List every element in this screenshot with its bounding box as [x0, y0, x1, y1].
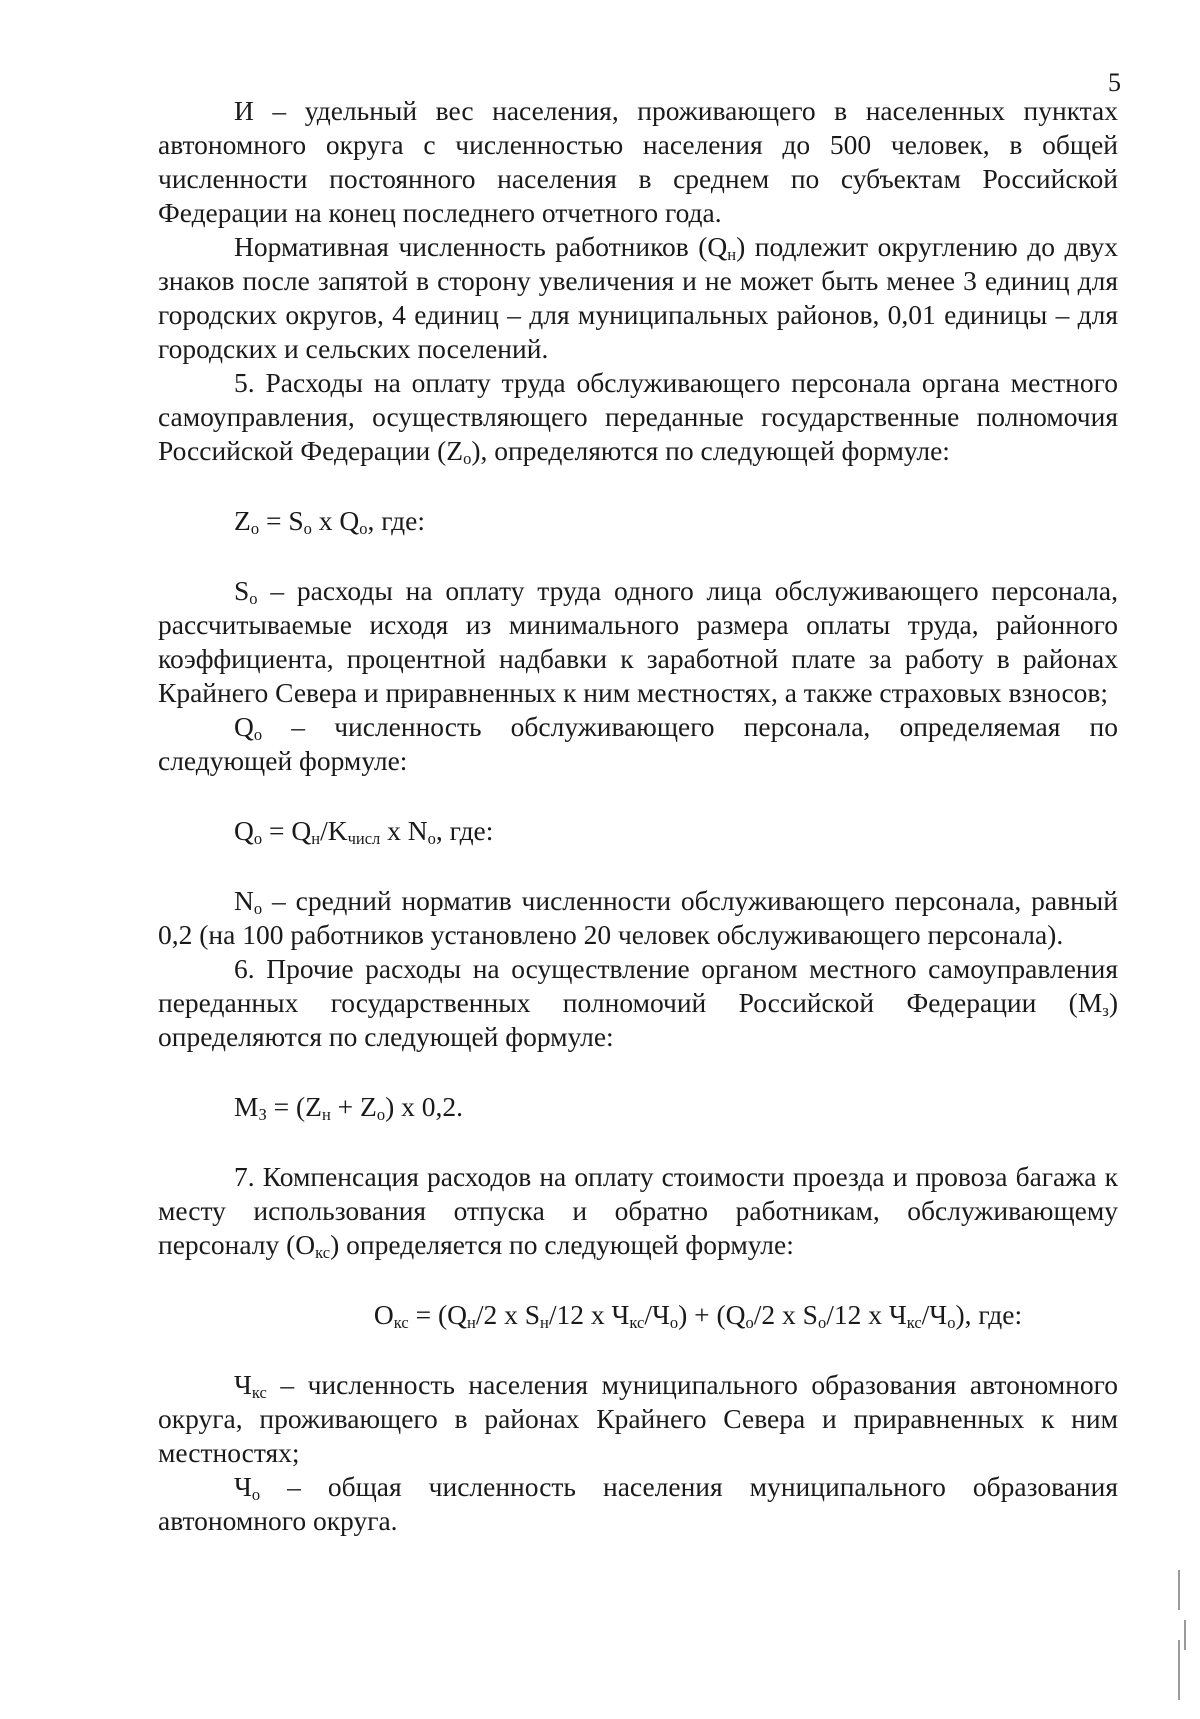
formula-qo: $Q_o = Q_н/K_{числ}$ x $N_o$, где:: [234, 815, 494, 849]
paragraph-so-definition: $S_o$ – расходы на оплату труда одного лица обслуживающего персонала, рассчитываемые исходя из минимального размера оплаты труда, районного коэффициента, процентной надбавки к заработной плате за работу в районах Крайнего Севера и приравненных к ним местностях, а также страховых взносов;: [158, 575, 1118, 708]
scan-edge-marks: [1170, 0, 1200, 1719]
paragraph-chks-definition: $Ч_{кс}$ – численность населения муниципального образования автономного округа, проживающего в районах Крайнего Севера и приравненных к ним местностях;: [158, 1369, 1118, 1468]
paragraph-section-5: 5. Расходы на оплату труда обслуживающего персонала органа местного самоуправления, осуществляющего переданные государственные полномочия Российской Федерации $(Z_o)$, определяются по следующей формуле:: [158, 367, 1118, 469]
formula-mz: $М_З = (Z_н + Z_o)$ x 0,2.: [234, 1091, 464, 1125]
paragraph-qo-definition: $Q_o$ – численность обслуживающего персонала, определяемая по следующей формуле:: [158, 711, 1118, 776]
document-body: [158, 94, 1118, 1538]
formula-oks: $О_{кс} = (Q_н/2$ x $S_н/12$ x $Ч_{кс}/Ч_о) + (Q_o/2$ x $S_o/12$ x $Ч_{кс}/Ч_о$), где:: [373, 1299, 1023, 1333]
formula-zo: $Z_o = S_o$ x $Q_o$, где:: [234, 505, 425, 539]
paragraph-cho-definition: $Ч_о$ – общая численность населения муниципального образования автономного округа.: [158, 1471, 1118, 1536]
paragraph-section-6: 6. Прочие расходы на осуществление органом местного самоуправления переданных государственных полномочий Российской Федерации $(М_з)$ определяются по следующей формуле:: [158, 953, 1118, 1052]
paragraph-urban-population-share: И – удельный вес населения, проживающего в населенных пунктах автономного округа с численностью населения до 500 человек, в общей численности постоянного населения в среднем по субъектам Российской Федерации на конец последнего отчетного года.: [158, 95, 1118, 228]
page-number: 5: [1108, 68, 1121, 97]
paragraph-no-definition: $N_o$ – средний норматив численности обслуживающего персонала, равный 0,2 (на 100 работников установлено 20 человек обслуживающего персонала).: [158, 885, 1118, 950]
paragraph-normative-staff-rounding: Нормативная численность работников $(Q_н)$ подлежит округлению до двух знаков после запятой в сторону увеличения и не может быть менее 3 единиц для городских округов, 4 единиц – для муниципальных районов, 0,01 единицы – для городских и сельских поселений.: [158, 231, 1118, 364]
paragraph-section-7: 7. Компенсация расходов на оплату стоимости проезда и провоза багажа к месту использования отпуска и обратно работникам, обслуживающему персоналу $(О_{кс})$ определяется по следующей формуле:: [158, 1161, 1118, 1263]
